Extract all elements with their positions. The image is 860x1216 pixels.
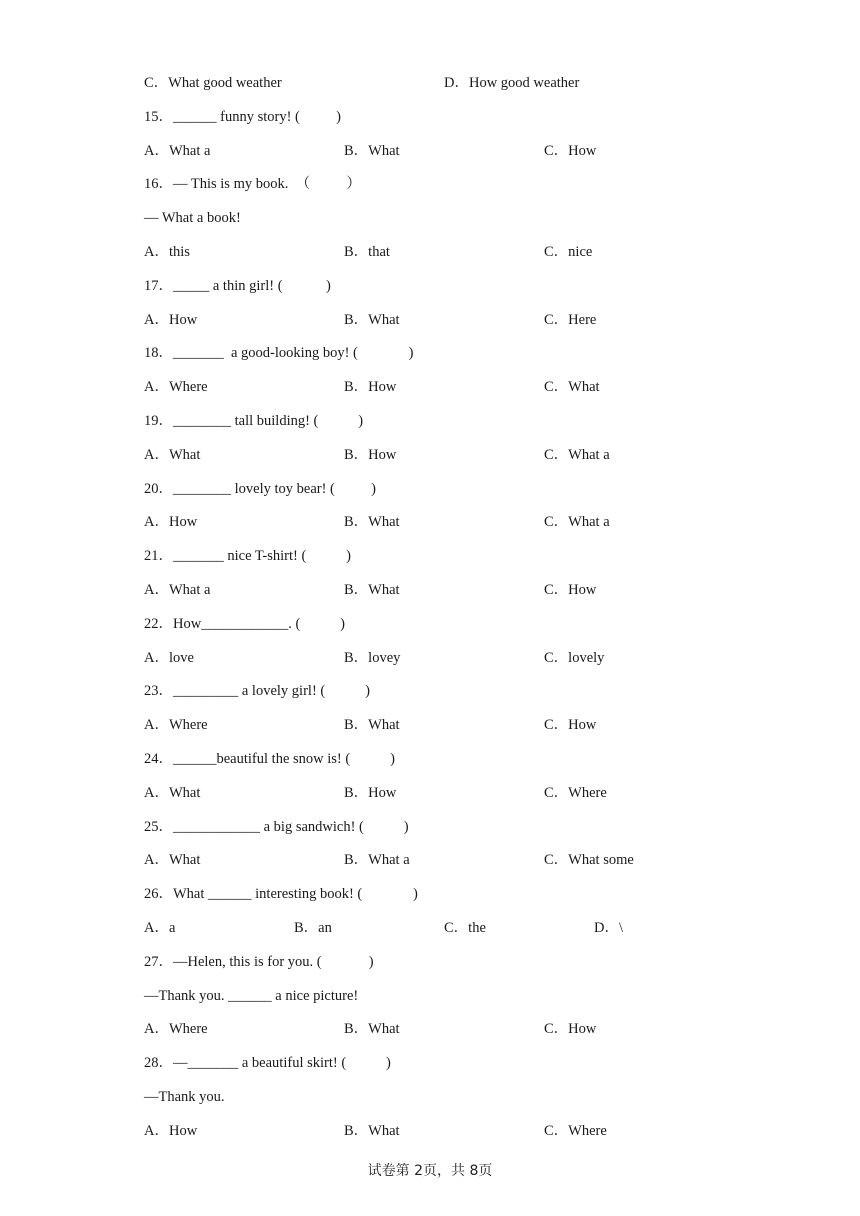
answer-option[interactable]: A．What a [144,142,211,159]
answer-option[interactable]: B．that [344,243,390,260]
question-line: 28．—_______ a beautiful skirt! ( ) [144,1055,391,1072]
answer-option[interactable]: D．How good weather [444,75,580,91]
answer-option[interactable]: B．What [344,142,400,159]
question-line: 27．—Helen, this is for you. ( ) [144,953,374,970]
answer-option[interactable]: D．\ [594,919,623,936]
question-line: 25．____________ a big sandwich! ( ) [144,818,409,835]
answer-option[interactable]: A．What [144,784,201,801]
answer-option[interactable]: C．Where [544,1122,607,1139]
answer-option[interactable]: A．What [144,446,201,463]
answer-option[interactable]: C．nice [544,243,593,260]
option-row [144,376,744,410]
answer-option[interactable]: B．What [344,1021,400,1038]
question-line: —Thank you. ______ a nice picture! [144,987,359,1004]
answer-option[interactable]: B．How [344,379,397,396]
answer-option[interactable]: C．What some [544,852,634,869]
question-line: 16．— This is my book. （ ） [144,176,361,193]
answer-option[interactable]: A．Where [144,1021,208,1038]
page-footer: 试卷第 2页，共 8页 [367,1163,493,1179]
answer-option[interactable]: A．What [144,852,201,869]
question-line: 24．______beautiful the snow is! ( ) [144,750,395,767]
answer-option[interactable]: B．lovey [344,649,401,666]
option-row [144,309,744,343]
answer-option[interactable]: A．How [144,311,198,328]
option-row [144,511,744,545]
option-row [144,849,744,883]
answer-option[interactable]: B．an [294,919,332,936]
answer-option[interactable]: A．love [144,649,194,666]
answer-option[interactable]: B．What [344,514,400,531]
answer-option[interactable]: C．What [544,379,600,396]
answer-option[interactable]: C．the [444,919,486,936]
answer-option[interactable]: B．What [344,311,400,328]
answer-option[interactable]: C．How [544,717,597,734]
option-row [144,1018,744,1052]
answer-option[interactable]: C．How [544,1021,597,1038]
answer-option[interactable]: C．How [544,581,597,598]
answer-option[interactable]: C．Here [544,311,597,328]
answer-option[interactable]: C．lovely [544,649,605,666]
question-line: 21．_______ nice T-shirt! ( ) [144,548,352,565]
option-row [144,241,744,275]
question-line: 15．______ funny story! ( ) [144,108,341,125]
question-line: 26．What ______ interesting book! ( ) [144,886,418,903]
answer-option[interactable]: C．What a [544,446,610,463]
question-line: —Thank you. [144,1088,225,1105]
option-row [144,72,744,106]
question-line: 19．________ tall building! ( ) [144,412,364,429]
option-row [144,140,744,174]
answer-option[interactable]: A．Where [144,379,208,396]
answer-option[interactable]: A．How [144,514,198,531]
option-row [144,782,744,816]
question-line: 20．________ lovely toy bear! ( ) [144,480,376,497]
question-line: 23．_________ a lovely girl! ( ) [144,683,370,700]
answer-option[interactable]: B．How [344,446,397,463]
option-row [144,714,744,748]
question-line: 18．_______ a good-looking boy! ( ) [144,345,414,362]
option-row [144,1120,744,1154]
answer-option[interactable]: A．What a [144,581,211,598]
answer-option[interactable]: C．How [544,142,597,159]
question-line: — What a book! [144,210,241,227]
question-line: 17．_____ a thin girl! ( ) [144,277,331,294]
question-list [144,72,744,1154]
option-row [144,444,744,478]
answer-option[interactable]: B．What [344,717,400,734]
answer-option[interactable]: A．a [144,919,176,936]
answer-option[interactable]: C．What a [544,514,610,531]
answer-option[interactable]: A．Where [144,717,208,734]
option-row [144,917,744,951]
answer-option[interactable]: A．How [144,1122,198,1139]
answer-option[interactable]: A．this [144,243,190,260]
answer-option[interactable]: B．What [344,1122,400,1139]
answer-option[interactable]: B．How [344,784,397,801]
question-line: 22．How____________. ( ) [144,615,345,632]
option-row [144,647,744,681]
answer-option[interactable]: B．What a [344,852,410,869]
answer-option[interactable]: B．What [344,581,400,598]
option-row [144,579,744,613]
answer-option[interactable]: C．Where [544,784,607,801]
answer-option[interactable]: C．What good weather [144,75,282,91]
